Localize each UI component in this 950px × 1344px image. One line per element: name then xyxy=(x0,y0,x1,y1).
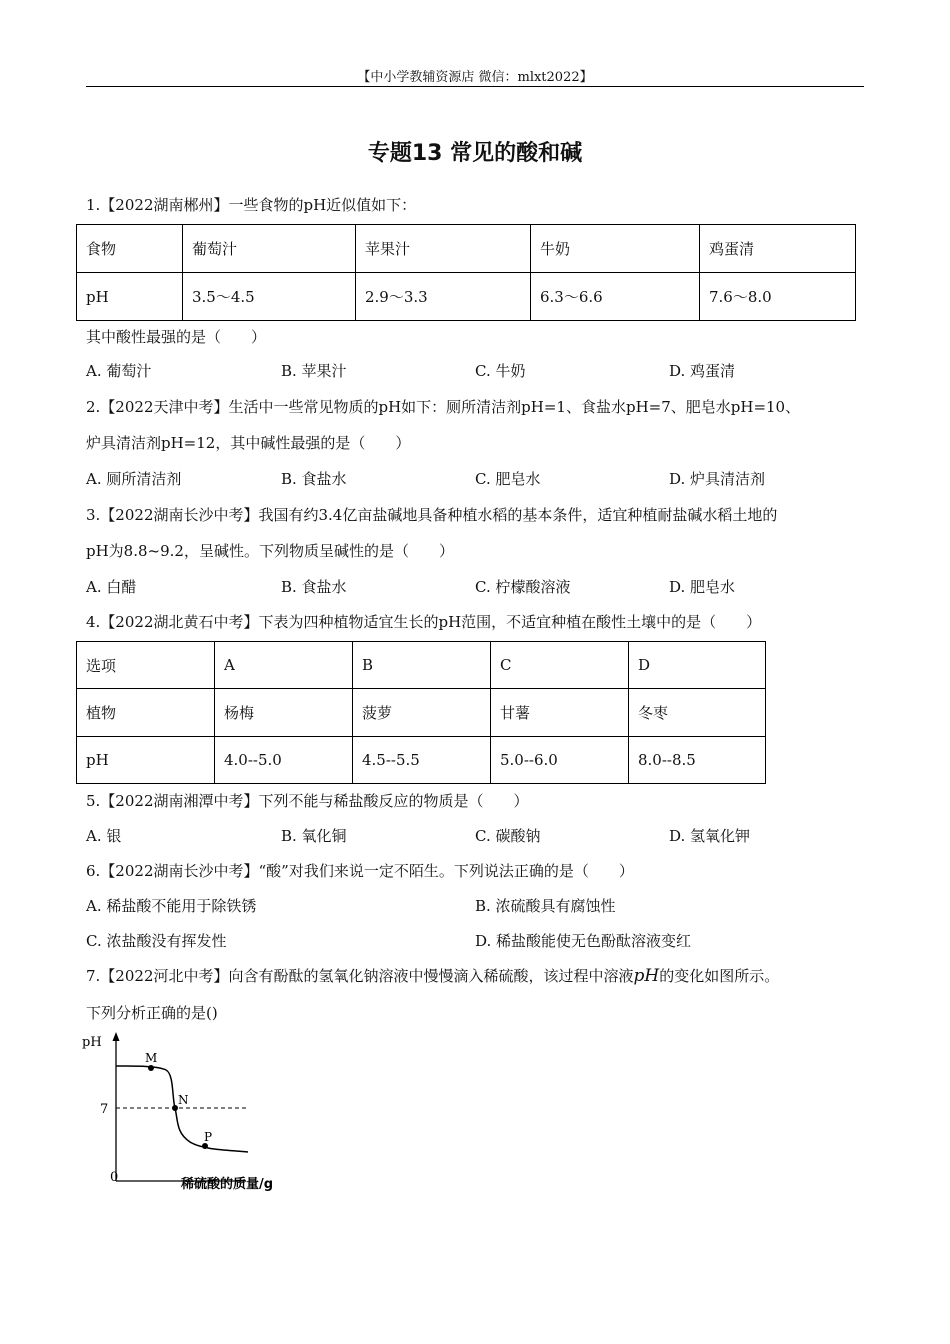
table-cell: 鸡蛋清 xyxy=(700,225,856,273)
table-cell: 选项 xyxy=(77,642,215,689)
table-cell: A xyxy=(215,642,353,689)
q2-option-c[interactable]: C. 肥皂水 xyxy=(475,470,541,488)
page-header: 【中小学教辅资源店 微信：mlxt2022】 xyxy=(357,70,593,85)
table-cell: 2.9～3.3 xyxy=(356,273,531,321)
q6-option-d[interactable]: D. 稀盐酸能使无色酚酞溶液变红 xyxy=(475,932,692,950)
q2-stem-line2: 炉具清洁剂pH=12，其中碱性最强的是（ ） xyxy=(86,434,411,452)
ph-curve xyxy=(116,1066,248,1152)
q7-stem-line1 xyxy=(86,965,779,986)
q6-option-b[interactable]: B. 浓硫酸具有腐蚀性 xyxy=(475,897,616,915)
table-cell: B xyxy=(353,642,491,689)
table-cell: D xyxy=(629,642,766,689)
q3-option-c[interactable]: C. 柠檬酸溶液 xyxy=(475,578,571,596)
q1-option-d[interactable]: D. 鸡蛋清 xyxy=(669,362,736,380)
table-cell: 4.0--5.0 xyxy=(215,737,353,784)
q1-stem: 1.【2022湖南郴州】一些食物的pH近似值如下： xyxy=(86,196,417,214)
table-row xyxy=(77,273,856,321)
table-cell: 葡萄汁 xyxy=(183,225,356,273)
x-axis-label: 稀硫酸的质量/g xyxy=(181,1177,274,1192)
q7-stem-part2: 的变化如图所示。 xyxy=(659,967,780,985)
point-n-label: N xyxy=(178,1093,189,1107)
table-cell: pH xyxy=(77,273,183,321)
q1-question: 其中酸性最强的是（ ） xyxy=(86,328,267,346)
point-m-label: M xyxy=(145,1051,158,1065)
table-cell: 食物 xyxy=(77,225,183,273)
table-cell: 牛奶 xyxy=(531,225,700,273)
q3-option-b[interactable]: B. 食盐水 xyxy=(281,578,347,596)
table-cell: 6.3～6.6 xyxy=(531,273,700,321)
table-cell: pH xyxy=(77,737,215,784)
q5-option-a[interactable]: A. 银 xyxy=(86,827,122,845)
table-cell: 杨梅 xyxy=(215,689,353,737)
q7-stem-line2: 下列分析正确的是() xyxy=(86,1004,218,1022)
q4-table xyxy=(76,641,766,784)
table-row xyxy=(77,642,766,689)
seven-tick-label: 7 xyxy=(100,1102,109,1117)
table-cell: 3.5～4.5 xyxy=(183,273,356,321)
q1-option-b[interactable]: B. 苹果汁 xyxy=(281,362,347,380)
table-row xyxy=(77,737,766,784)
q7-ph-symbol: pH xyxy=(633,966,660,986)
q2-stem-line1: 2.【2022天津中考】生活中一些常见物质的pH如下：厕所清洁剂pH=1、食盐水pH=7、肥皂水pH=10、 xyxy=(86,398,801,416)
table-cell: 冬枣 xyxy=(629,689,766,737)
q5-option-c[interactable]: C. 碳酸钠 xyxy=(475,827,541,845)
table-cell: C xyxy=(491,642,629,689)
q5-option-b[interactable]: B. 氧化铜 xyxy=(281,827,347,845)
table-cell: 菠萝 xyxy=(353,689,491,737)
table-row xyxy=(77,689,766,737)
q2-option-a[interactable]: A. 厕所清洁剂 xyxy=(86,470,182,488)
q5-option-d[interactable]: D. 氢氧化钾 xyxy=(669,827,751,845)
table-cell: 8.0--8.5 xyxy=(629,737,766,784)
q2-option-d[interactable]: D. 炉具清洁剂 xyxy=(669,470,766,488)
table-row xyxy=(77,225,856,273)
header-divider xyxy=(86,86,864,87)
q6-stem: 6.【2022湖南长沙中考】“酸”对我们来说一定不陌生。下列说法正确的是（ ） xyxy=(86,862,634,880)
y-axis-label: pH xyxy=(82,1035,102,1050)
q7-ph-graph xyxy=(78,1028,298,1193)
q3-option-a[interactable]: A. 白醋 xyxy=(86,578,137,596)
q1-option-c[interactable]: C. 牛奶 xyxy=(475,362,526,380)
q1-table xyxy=(76,224,856,321)
table-cell: 5.0--6.0 xyxy=(491,737,629,784)
table-cell: 7.6～8.0 xyxy=(700,273,856,321)
origin-label: 0 xyxy=(110,1170,119,1185)
point-p-label: P xyxy=(204,1130,213,1144)
table-cell: 苹果汁 xyxy=(356,225,531,273)
table-cell: 甘薯 xyxy=(491,689,629,737)
table-cell: 植物 xyxy=(77,689,215,737)
q3-option-d[interactable]: D. 肥皂水 xyxy=(669,578,736,596)
point-m-marker xyxy=(148,1065,154,1071)
table-cell: 4.5--5.5 xyxy=(353,737,491,784)
q4-stem: 4.【2022湖北黄石中考】下表为四种植物适宜生长的pH范围，不适宜种植在酸性土壤中的是（ ） xyxy=(86,613,762,631)
q3-stem-line2: pH为8.8~9.2，呈碱性。下列物质呈碱性的是（ ） xyxy=(86,542,454,560)
page-title: 专题13 常见的酸和碱 xyxy=(367,141,583,166)
y-axis-arrow-icon xyxy=(113,1032,120,1041)
q2-option-b[interactable]: B. 食盐水 xyxy=(281,470,347,488)
q5-stem: 5.【2022湖南湘潭中考】下列不能与稀盐酸反应的物质是（ ） xyxy=(86,792,529,810)
q6-option-a[interactable]: A. 稀盐酸不能用于除铁锈 xyxy=(86,897,257,915)
q1-option-a[interactable]: A. 葡萄汁 xyxy=(86,362,152,380)
q6-option-c[interactable]: C. 浓盐酸没有挥发性 xyxy=(86,932,227,950)
q7-stem-part1: 7.【2022河北中考】向含有酚酞的氢氧化钠溶液中慢慢滴入稀硫酸，该过程中溶液 xyxy=(86,967,634,985)
q3-stem-line1: 3.【2022湖南长沙中考】我国有约3.4亿亩盐碱地具备种植水稻的基本条件，适宜种植耐盐碱水稻土地的 xyxy=(86,506,778,524)
